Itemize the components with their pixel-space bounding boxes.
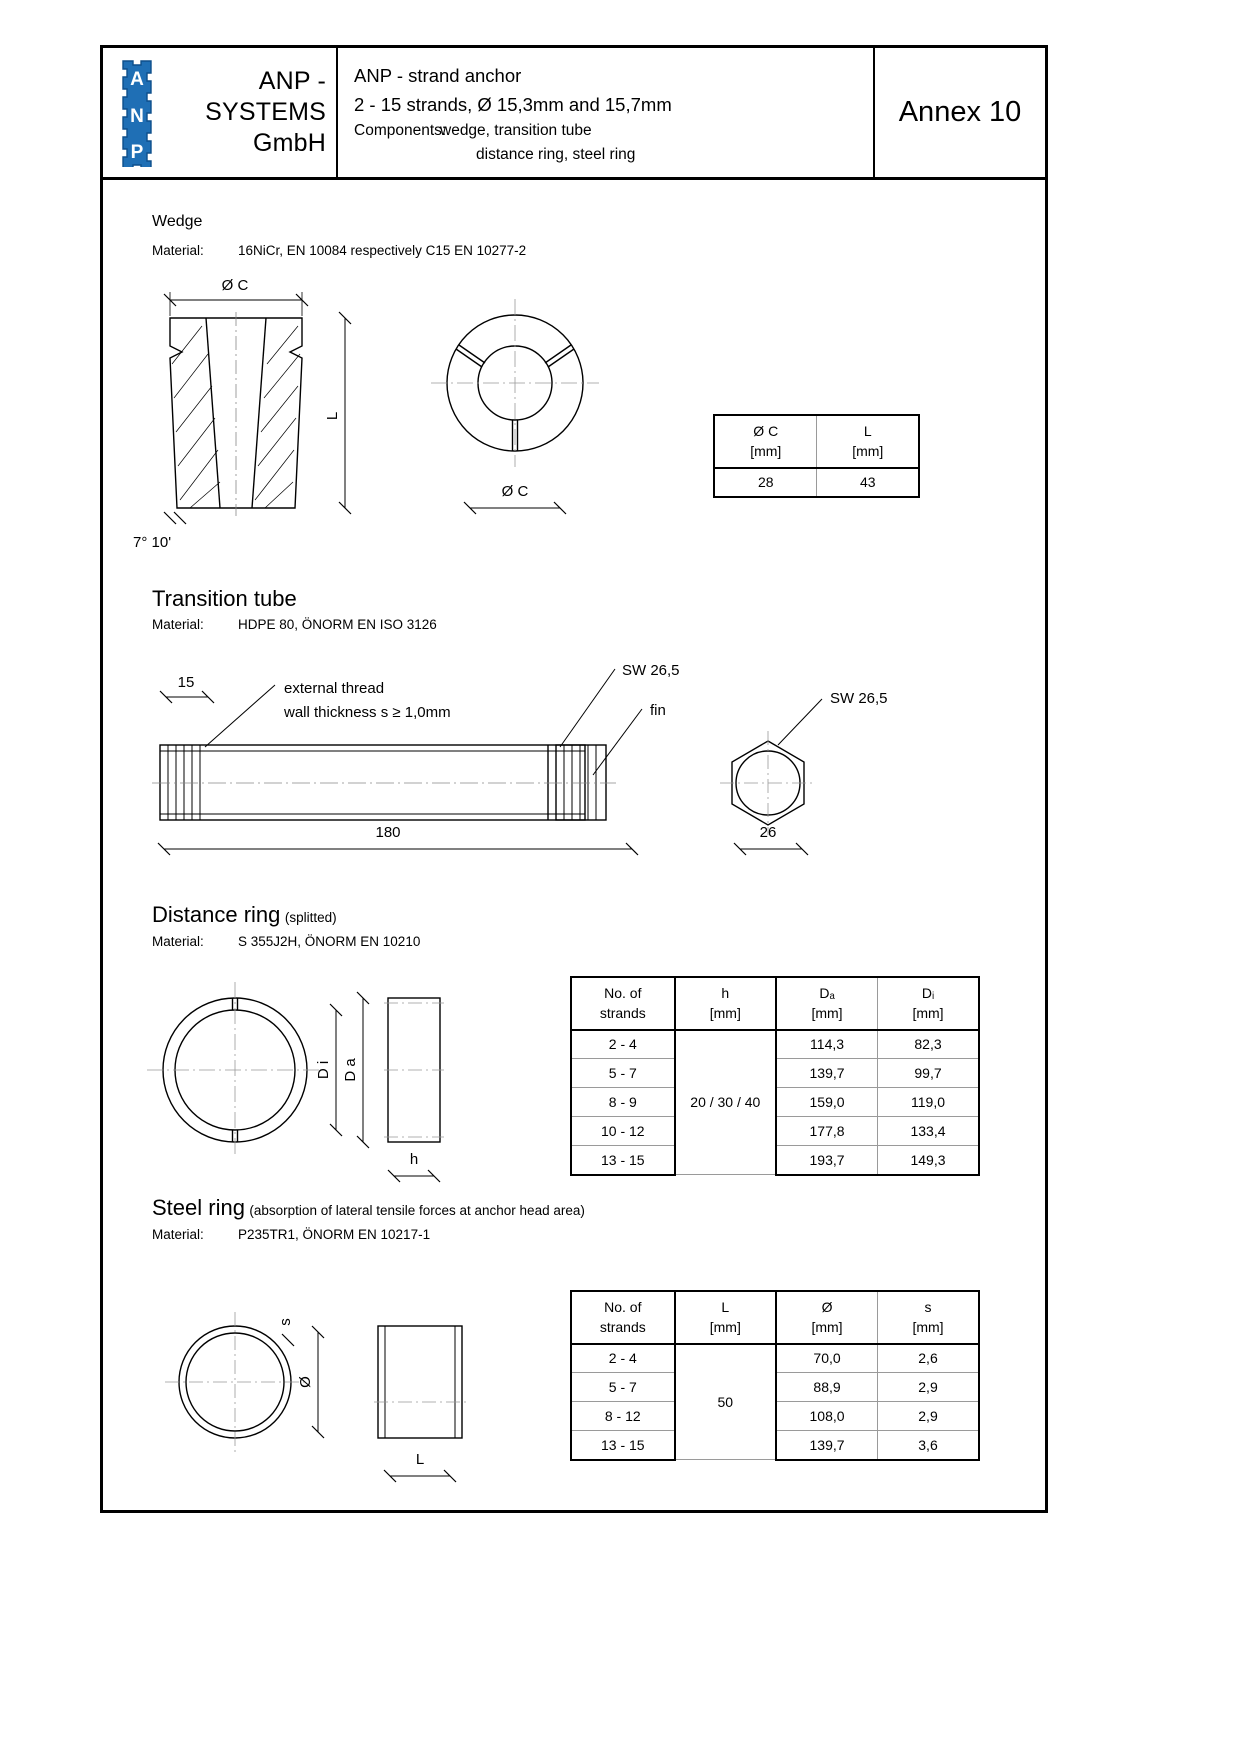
tube-hex-dimension-label: 26 [759,824,777,841]
company-block [103,48,338,177]
company-line-1: ANP - [258,67,326,95]
steel-ring-l-label: L [415,1451,425,1468]
steel-ring-diameter-label: Ø [297,1376,314,1388]
dr-header-1 [675,977,776,1030]
header-unit: [mm] [750,443,782,460]
sr-strands: 5 - 7 [571,1373,675,1402]
header-unit: [mm] [709,1319,741,1336]
dr-header-0 [571,977,675,1030]
distance-ring-material-label: Material: [152,934,204,949]
sr-thickness: 2,9 [878,1373,979,1402]
components-row-1 [354,119,873,142]
table-row [571,1030,979,1059]
sr-strands: 13 - 15 [571,1431,675,1460]
wedge-table [713,414,920,498]
wedge-material-row [152,243,526,258]
header-symbol: Ø [821,1299,833,1315]
svg-text:P: P [130,141,144,163]
wedge-material-value: 16NiCr, EN 10084 respectively C15 EN 10277-2 [238,243,527,258]
transition-tube-heading: Transition tube [152,586,297,611]
header-symbol: No. of [604,985,642,1001]
distance-ring-di-label: D i [315,1060,332,1080]
dr-da: 177,8 [776,1117,877,1146]
distance-ring-da-label: D a [342,1058,359,1082]
distance-ring-h-label: h [409,1151,419,1168]
distance-ring-material-value: S 355J2H, ÖNORM EN 10210 [238,934,421,949]
tube-thread-length-label: 15 [177,674,195,691]
transition-tube-material-label: Material: [152,617,204,632]
header-symbol: h [721,985,730,1001]
sr-header-0 [571,1291,675,1344]
dr-strands: 13 - 15 [571,1146,675,1175]
steel-ring-table [570,1290,980,1461]
company-line-3: GmbH [252,129,326,157]
sr-strands: 2 - 4 [571,1344,675,1373]
wedge-diameter-label: Ø C [221,277,249,294]
components-line-2: distance ring, steel ring [476,145,636,163]
product-title: ANP - strand anchor [354,65,522,86]
steel-ring-drawing [150,1290,570,1510]
components-label: Components: [354,122,447,140]
dr-strands: 8 - 9 [571,1088,675,1117]
dr-da: 114,3 [776,1030,877,1059]
annex-number: Annex 10 [898,96,1022,128]
sr-diameter: 139,7 [776,1431,877,1460]
wedge-topview-diameter-label: Ø C [501,483,529,500]
svg-text:N: N [130,105,144,127]
tube-external-thread-label: external thread [284,680,385,697]
dr-di: 149,3 [878,1146,979,1175]
title-block [100,45,1048,180]
wedge-table-header-0 [714,415,817,468]
wedge-drawing [140,268,660,568]
steel-ring-heading: Steel ring [152,1195,245,1220]
sr-header-2 [776,1291,877,1344]
distance-ring-heading-note: (splitted) [284,910,337,925]
header-symbol: Ø C [753,423,779,439]
dr-header-2 [776,977,877,1030]
sr-strands: 8 - 12 [571,1402,675,1431]
company-name [163,66,336,159]
sr-thickness: 2,6 [878,1344,979,1373]
sr-header-3 [878,1291,979,1344]
sr-l-value: 50 [675,1344,776,1460]
table-row [714,468,919,497]
distance-ring-material-row [152,934,420,949]
distance-ring-heading: Distance ring [152,902,281,927]
dr-di: 99,7 [878,1059,979,1088]
tube-fin-label: fin [650,702,666,719]
tube-sw-left-label: SW 26,5 [622,662,680,679]
table-row [571,1344,979,1373]
dr-da: 159,0 [776,1088,877,1117]
header-symbol: Dₐ [819,985,835,1001]
dr-strands: 10 - 12 [571,1117,675,1146]
steel-ring-heading-row [152,1195,585,1221]
distance-ring-heading-row [152,902,337,928]
header-symbol: s [924,1299,932,1315]
header-symbol: Dᵢ [921,985,935,1001]
tube-wall-thickness-label: wall thickness s ≥ 1,0mm [284,704,451,721]
components-line-1: wedge, transition tube [440,122,592,140]
dr-di: 82,3 [878,1030,979,1059]
sr-diameter: 88,9 [776,1373,877,1402]
dr-strands: 5 - 7 [571,1059,675,1088]
steel-ring-s-label: s [277,1318,294,1326]
company-line-2: SYSTEMS [205,98,326,126]
distance-ring-table [570,976,980,1176]
tube-sw-right-label: SW 26,5 [830,690,888,707]
header-unit: [mm] [709,1005,741,1022]
steel-ring-material-row [152,1227,430,1242]
dr-da: 193,7 [776,1146,877,1175]
sr-diameter: 70,0 [776,1344,877,1373]
product-spec: 2 - 15 strands, Ø 15,3mm and 15,7mm [354,93,672,115]
steel-ring-material-value: P235TR1, ÖNORM EN 10217-1 [238,1227,431,1242]
sr-thickness: 3,6 [878,1431,979,1460]
wedge-heading: Wedge [152,213,203,230]
dr-h-value: 20 / 30 / 40 [675,1030,776,1175]
dr-header-3 [878,977,979,1030]
steel-ring-material-label: Material: [152,1227,204,1242]
header-unit: [mm] [811,1005,843,1022]
dr-di: 119,0 [878,1088,979,1117]
distance-ring-drawing [140,965,560,1195]
sr-header-1 [675,1291,776,1344]
wedge-length-value: 43 [817,468,919,497]
header-unit: strands [599,1005,646,1022]
wedge-diameter-value: 28 [714,468,817,497]
header-unit: [mm] [811,1319,843,1336]
header-unit: [mm] [852,443,884,460]
transition-tube-material-row [152,617,437,632]
transition-tube-material-value: HDPE 80, ÖNORM EN ISO 3126 [238,617,437,632]
header-unit: strands [599,1319,646,1336]
svg-text:A: A [130,68,144,90]
drawing-description [338,48,875,177]
anp-logo-icon [117,59,157,167]
wedge-angle-label: 7° 10' [133,534,172,551]
wedge-length-label: L [324,411,341,421]
transition-tube-drawing [150,655,910,870]
header-unit: [mm] [912,1005,944,1022]
sr-diameter: 108,0 [776,1402,877,1431]
header-symbol: L [863,423,872,439]
dr-di: 133,4 [878,1117,979,1146]
wedge-table-header-1 [817,415,919,468]
tube-length-label: 180 [375,824,401,841]
header-unit: [mm] [912,1319,944,1336]
wedge-material-label: Material: [152,243,204,258]
header-symbol: L [721,1299,730,1315]
steel-ring-heading-note: (absorption of lateral tensile forces at anchor head area) [249,1203,585,1218]
sr-thickness: 2,9 [878,1402,979,1431]
dr-da: 139,7 [776,1059,877,1088]
dr-strands: 2 - 4 [571,1030,675,1059]
header-symbol: No. of [604,1299,642,1315]
